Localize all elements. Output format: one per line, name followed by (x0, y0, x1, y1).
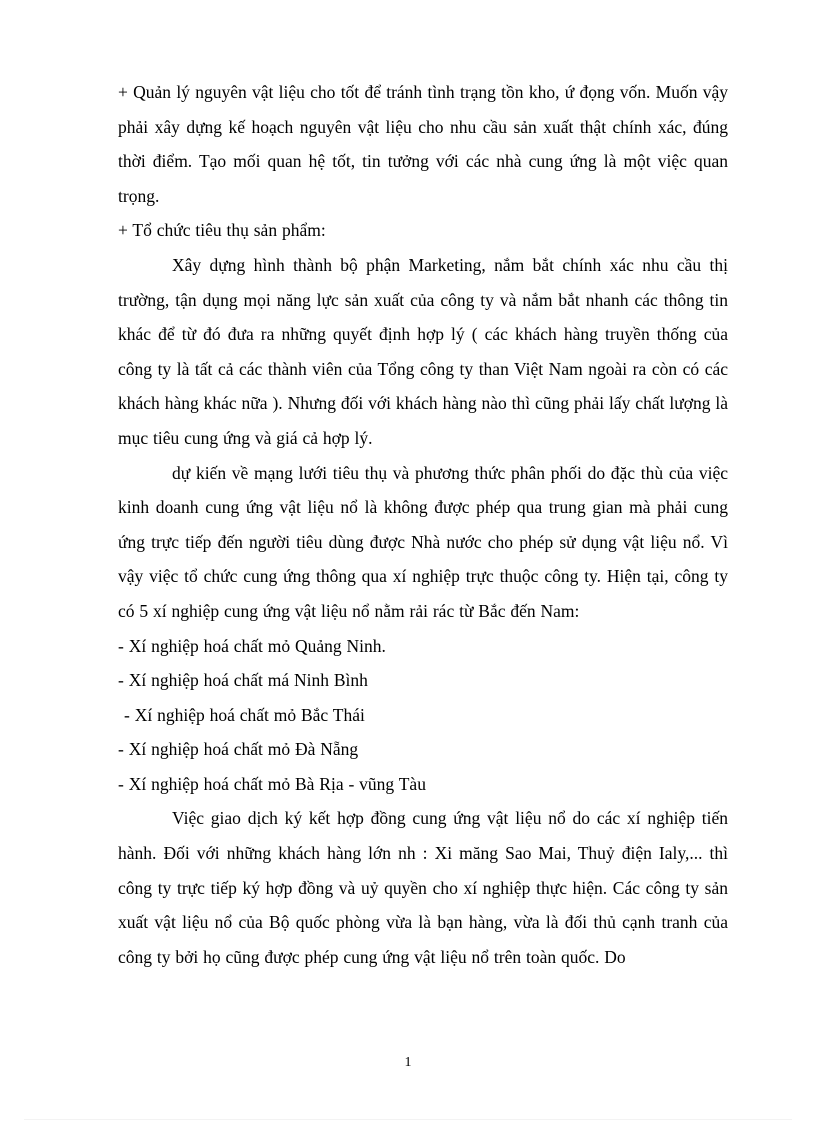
paragraph-marketing: Xây dựng hình thành bộ phận Marketing, nắm bắt chính xác nhu cầu thị trường, tận dụng mọi năng lực sản xuất của công ty và nắm bắt nhanh các thông tin khác để từ đó đưa ra những quyết định hợp lý ( các khách hàng truyền thống của công ty là tất cả các thành viên của Tổng công ty than Việt Nam ngoài ra còn có các khách hàng khác nữa ). Nhưng đối với khách hàng nào thì cũng phải lấy chất lượng là mục tiêu cung ứng và giá cả hợp lý. (118, 254, 728, 448)
page-number: 1 (404, 1055, 412, 1070)
list-item: - Xí nghiệp hoá chất mỏ Quảng Ninh. (118, 635, 386, 656)
document-body (118, 75, 728, 974)
paragraph-contracts: Việc giao dịch ký kết hợp đồng cung ứng vật liệu nổ do các xí nghiệp tiến hành. Đối với những khách hàng lớn nh : Xi măng Sao Mai, Thuỷ điện Ialy,... thì công ty trực tiếp ký hợp đồng và uỷ quyền cho xí nghiệp thực hiện. Các công ty sản xuất vật liệu nổ của Bộ quốc phòng vừa là bạn hàng, vừa là đối thủ cạnh tranh của công ty bởi họ cũng được phép cung ứng vật liệu nổ trên toàn quốc. Do (118, 808, 728, 967)
list-item: - Xí nghiệp hoá chất mỏ Bà Rịa - vũng Tàu (118, 773, 426, 794)
paragraph-sales-heading: + Tổ chức tiêu thụ sản phẩm: (118, 220, 326, 241)
list-item: - Xí nghiệp hoá chất mỏ Bắc Thái (124, 704, 365, 725)
page-bottom-divider (24, 1119, 792, 1120)
paragraph-materials-management: + Quản lý nguyên vật liệu cho tốt để tránh tình trạng tồn kho, ứ đọng vốn. Muốn vậy phải xây dựng kế hoạch nguyên vật liệu cho nhu cầu sản xuất thật chính xác, đúng thời điểm. Tạo mối quan hệ tốt, tin tưởng với các nhà cung ứng là một việc quan trọng. (118, 82, 728, 206)
paragraph-distribution: dự kiến về mạng lưới tiêu thụ và phương thức phân phối do đặc thù của việc kinh doanh cung ứng vật liệu nổ là không được phép qua trung gian mà phải cung ứng trực tiếp đến người tiêu dùng được Nhà nước cho phép sử dụng vật liệu nổ. Vì vậy việc tổ chức cung ứng thông qua xí nghiệp trực thuộc công ty. Hiện tại, công ty có 5 xí nghiệp cung ứng vật liệu nổ nằm rải rác từ Bắc đến Nam: (118, 462, 728, 621)
list-item: - Xí nghiệp hoá chất mỏ Đà Nẵng (118, 739, 359, 760)
list-item: - Xí nghiệp hoá chất má Ninh Bình (118, 670, 368, 691)
enterprise-list (118, 629, 728, 802)
